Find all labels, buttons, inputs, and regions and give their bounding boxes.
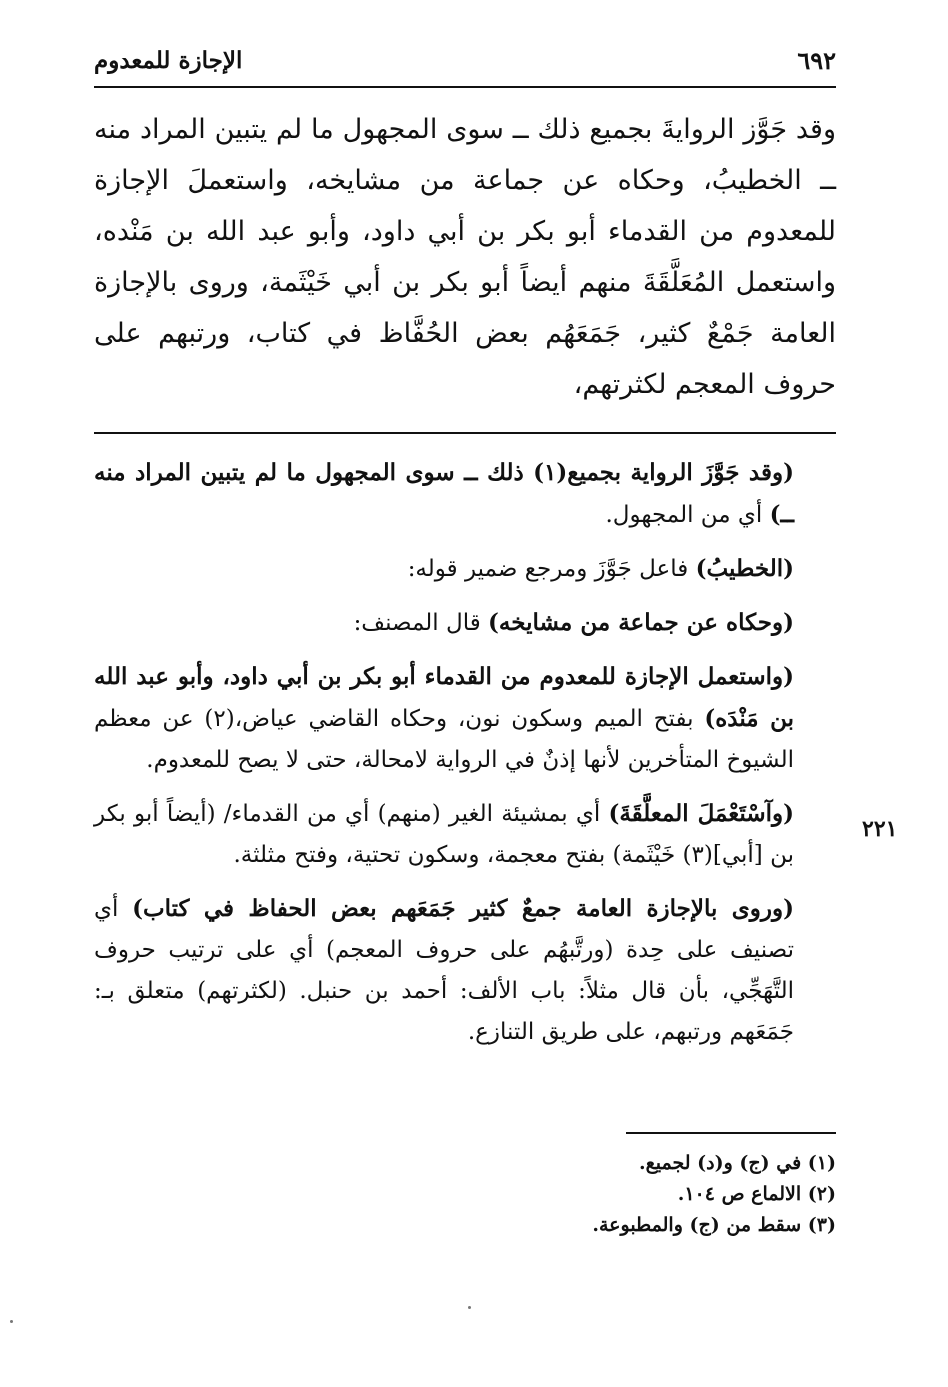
section-divider	[94, 432, 836, 434]
page-number: ٦٩٢	[797, 45, 836, 75]
footnote: (١) في (ج) و(د) لجميع.	[639, 1152, 836, 1174]
commentary-paragraph	[94, 452, 836, 536]
margin-page-number: ٢٢١	[862, 816, 898, 842]
running-title: الإجازة للمعدوم	[94, 46, 243, 74]
commentary	[94, 452, 836, 1065]
commentary-text: أي بمشيئة الغير (منهم) أي من القدماء/ (أيضاً أبو بكر بن [أبي](٣) خَيْثَمة) بفتح معجمة، وسكون تحتية، وفتح مثلثة.	[94, 801, 794, 868]
commentary-paragraph	[94, 602, 836, 644]
footnote: (٢) الالماع ص ١٠٤.	[677, 1183, 836, 1205]
scan-speck	[468, 1306, 471, 1309]
header-rule	[94, 86, 836, 88]
scan-speck	[10, 1320, 13, 1323]
commentary-text: قال المصنف:	[353, 610, 489, 636]
commentary-lead: (وروى بالإجازة العامة جمعٌ كثير جَمَعَهم بعض الحفاظ في كتاب)	[132, 895, 794, 922]
commentary-text: أي تصنيف على حِدة (ورتَّبهُم على حروف المعجم) أي على ترتيب حروف التَّهَجِّي، بأن قال مثلاً: باب الألف: أحمد بن حنبل. (لكثرتهم) متعلق بـ: جَمَعَهم ورتبهم، على طريق التنازع.	[94, 896, 794, 1045]
commentary-lead: (وحكاه عن جماعة من مشايخه)	[488, 609, 794, 636]
commentary-text: أي من المجهول.	[605, 502, 770, 528]
footnotes	[94, 1148, 836, 1241]
commentary-paragraph	[94, 548, 836, 590]
commentary-lead: (الخطيبُ)	[695, 555, 794, 582]
commentary-paragraph	[94, 656, 836, 781]
commentary-lead: (وآسْتَعْمَلَ المعلَّقَةَ)	[608, 800, 794, 827]
commentary-lead: (وقد جَوَّزَ الرواية بجميع(١) ذلك ــ سوى المجهول ما لم يتبين المراد منه ــ)	[94, 459, 794, 528]
page-header	[94, 38, 836, 82]
main-text: وقد جَوَّز الروايةَ بجميع ذلك ــ سوى المجهول ما لم يتبين المراد منه ــ الخطيبُ، وحكاه عن جماعة من مشايخه، واستعملَ الإجازة للمعدوم من القدماء أبو بكر بن أبي داود، وأبو عبد الله بن مَنْده، واستعمل المُعَلَّقَةَ منهم أيضاً أبو بكر بن أبي خَيْثَمة، وروى بالإجازة العامة جَمْعٌ كثير، جَمَعَهُم بعض الحُفَّاظ في كتاب، ورتبهم على حروف المعجم لكثرتهم،	[94, 114, 836, 400]
commentary-paragraph	[94, 793, 836, 876]
commentary-text: فاعل جَوَّزَ ومرجع ضمير قوله:	[407, 556, 696, 582]
commentary-text: بفتح الميم وسكون نون، وحكاه القاضي عياض،(٢) عن معظم الشيوخ المتأخرين لأنها إذنٌ في الرواية لامحالة، حتى لا يصح للمعدوم.	[94, 706, 794, 773]
footnote: (٣) سقط من (ج) والمطبوعة.	[592, 1214, 836, 1236]
commentary-lead: (واستعمل الإجازة للمعدوم من القدماء أبو بكر بن أبي داود، وأبو عبد الله بن مَنْدَه)	[94, 663, 795, 732]
commentary-paragraph	[94, 888, 836, 1053]
footnote-rule	[626, 1132, 836, 1134]
